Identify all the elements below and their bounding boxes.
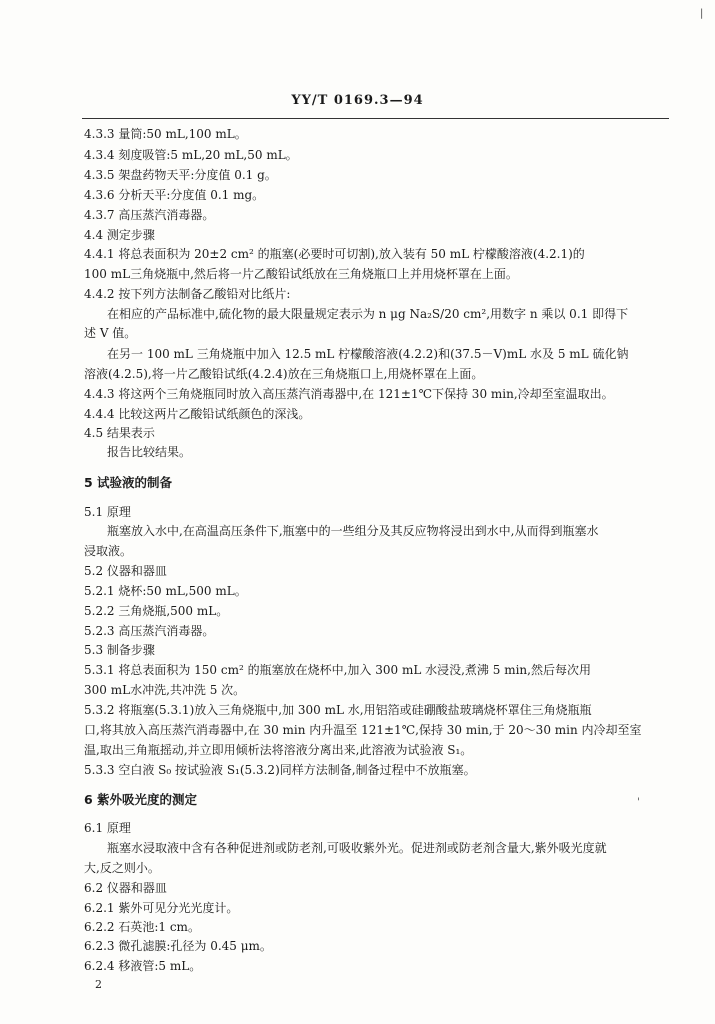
text-line: 4.4.2 按下列方法制备乙酸铅对比纸片: xyxy=(84,287,291,301)
text-line: 5.2.2 三角烧瓶,500 mL。 xyxy=(84,604,229,618)
text-line: 5.3.1 将总表面积为 150 cm² 的瓶塞放在烧杯中,加入 300 mL 水浸没,煮沸 5 min,然后每次用 xyxy=(84,663,591,677)
text-line: 瓶塞放入水中,在高温高压条件下,瓶塞中的一些组分及其反应物将浸出到水中,从而得到瓶塞水 xyxy=(107,524,599,538)
text-line: 4.4.1 将总表面积为 20±2 cm² 的瓶塞(必要时可切割),放入装有 50 mL 柠檬酸溶液(4.2.1)的 xyxy=(84,247,585,261)
text-line: 6.2.3 微孔滤膜:孔径为 0.45 μm。 xyxy=(84,939,272,953)
text-line: 6.2.2 石英池:1 cm。 xyxy=(84,920,200,934)
text-line: 大,反之则小。 xyxy=(84,861,160,875)
text-line: 6.2.4 移液管:5 mL。 xyxy=(84,959,202,973)
text-line: 100 mL三角烧瓶中,然后将一片乙酸铅试纸放在三角烧瓶口上并用烧杯罩在上面。 xyxy=(84,267,518,281)
text-line: 4.4.3 将这两个三角烧瓶同时放入高压蒸汽消毒器中,在 121±1℃下保持 30 min,冷却至室温取出。 xyxy=(84,387,614,401)
text-line: 5.2.1 烧杯:50 mL,500 mL。 xyxy=(84,584,247,598)
text-line: 5.3.3 空白液 S₀ 按试验液 S₁(5.3.2)同样方法制备,制备过程中不放瓶塞。 xyxy=(84,763,476,777)
scan-mark-top: | xyxy=(700,8,704,19)
text-line: 报告比较结果。 xyxy=(107,445,192,459)
text-line: 5.3 制备步骤 xyxy=(84,643,155,657)
text-line: 口,将其放入高压蒸汽消毒器中,在 30 min 内升温至 121±1℃,保持 30 min,于 20～30 min 内冷却至室 xyxy=(84,723,642,737)
text-line: 5.2 仪器和器皿 xyxy=(84,564,167,578)
section-heading: 5 试验液的制备 xyxy=(84,475,173,490)
text-line: 在另一 100 mL 三角烧瓶中加入 12.5 mL 柠檬酸溶液(4.2.2)和(37.5－V)mL 水及 5 mL 硫化钠 xyxy=(107,347,629,361)
text-line: 溶液(4.2.5),将一片乙酸铅试纸(4.2.4)放在三角烧瓶口上,用烧杯罩在上面。 xyxy=(84,367,484,381)
text-line: 5.1 原理 xyxy=(84,505,131,519)
text-line: 5.2.3 高压蒸汽消毒器。 xyxy=(84,624,215,638)
text-line: 4.3.6 分析天平:分度值 0.1 mg。 xyxy=(84,188,265,202)
text-line: 4.4 测定步骤 xyxy=(84,228,155,242)
text-line: 4.4.4 比较这两片乙酸铅试纸颜色的深浅。 xyxy=(84,407,311,421)
text-line: 在相应的产品标准中,硫化物的最大限量规定表示为 n μg Na₂S/20 cm²,用数字 n 乘以 0.1 即得下 xyxy=(107,307,629,321)
text-line: 5.3.2 将瓶塞(5.3.1)放入三角烧瓶中,加 300 mL 水,用铝箔或硅硼酸盐玻璃烧杯罩住三角烧瓶瓶 xyxy=(84,703,592,717)
text-line: 4.3.4 刻度吸管:5 mL,20 mL,50 mL。 xyxy=(84,148,298,162)
text-line: 300 mL水冲洗,共冲洗 5 次。 xyxy=(84,683,246,697)
text-line: 4.5 结果表示 xyxy=(84,426,155,440)
text-line: 6.2 仪器和器皿 xyxy=(84,881,167,895)
text-line: 浸取液。 xyxy=(84,544,133,558)
text-line: 瓶塞水浸取液中含有各种促进剂或防老剂,可吸收紫外光。促进剂或防老剂含量大,紫外吸光度就 xyxy=(107,841,607,855)
text-line: 6.1 原理 xyxy=(84,821,131,835)
page-header: YY/T 0169.3—94 xyxy=(291,93,424,108)
page-number: 2 xyxy=(95,978,102,991)
text-line: 4.3.7 高压蒸汽消毒器。 xyxy=(84,208,215,222)
text-line: 6.2.1 紫外可见分光光度计。 xyxy=(84,901,239,915)
text-line: 4.3.5 架盘药物天平:分度值 0.1 g。 xyxy=(84,168,277,182)
header-rule xyxy=(82,118,669,119)
text-line: 温,取出三角瓶摇动,并立即用倾析法将溶液分离出来,此溶液为试验液 S₁。 xyxy=(84,743,473,757)
section-heading: 6 紫外吸光度的测定 xyxy=(84,792,198,807)
text-line: 4.3.3 量筒:50 mL,100 mL。 xyxy=(84,127,247,141)
scan-mark-right: ' xyxy=(637,797,640,808)
text-line: 述 V 值。 xyxy=(84,326,137,340)
